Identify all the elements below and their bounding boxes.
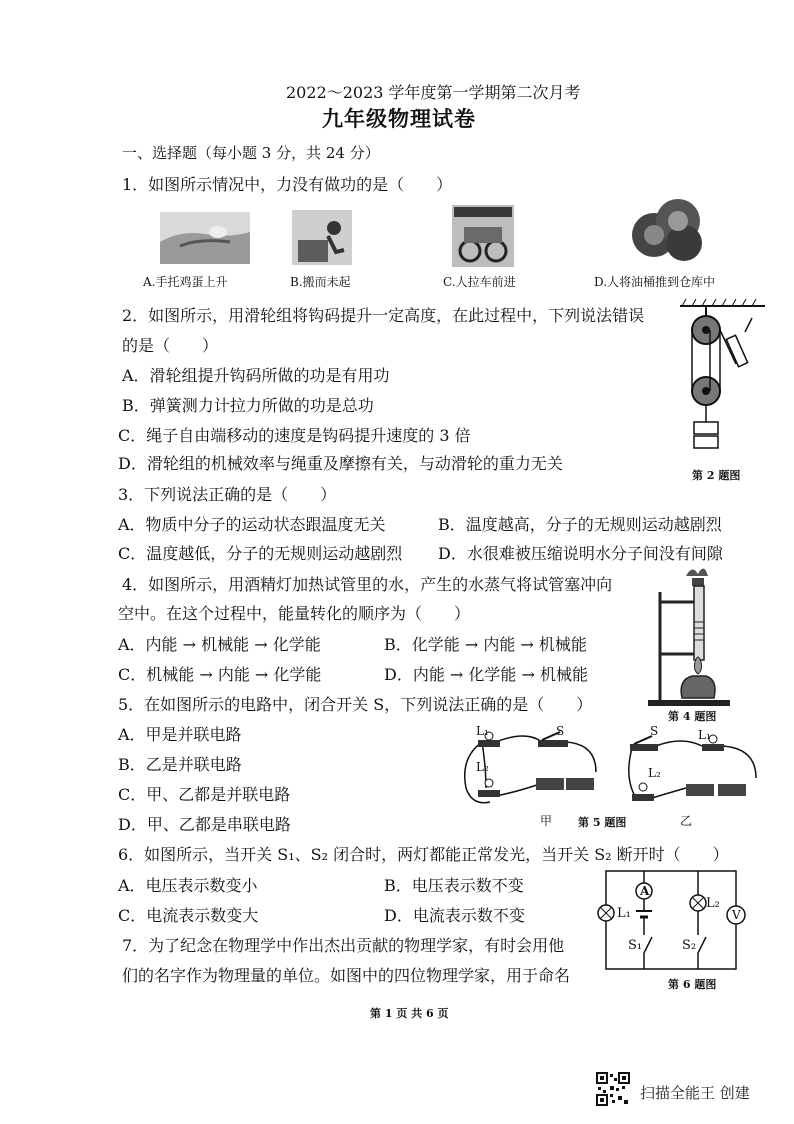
q5-option-b: B．乙是并联电路	[118, 755, 242, 774]
question-4-stem-line1: 4．如图所示，用酒精灯加热试管里的水，产生的水蒸气将试管塞冲向	[122, 575, 613, 594]
q6-option-b: B．电压表示数不变	[384, 876, 524, 895]
q5-option-c: C．甲、乙都是并联电路	[118, 785, 291, 804]
q4-figure-caption: 第 4 题图	[668, 710, 717, 723]
q6-l1-label: L₁	[617, 906, 631, 921]
q2-option-b: B．弹簧测力计拉力所做的功是总功	[122, 396, 374, 415]
q1-caption-a: A.手托鸡蛋上升	[143, 275, 228, 289]
q3-option-a: A．物质中分子的运动状态跟温度无关	[118, 515, 386, 534]
q5-option-d: D．甲、乙都是串联电路	[118, 815, 291, 834]
q1-caption-c: C.人拉车前进	[443, 275, 516, 289]
circuit-yi-figure	[622, 728, 762, 808]
q4-option-b: B．化学能 → 内能 → 机械能	[384, 635, 587, 654]
q6-s1-label: S₁	[628, 938, 643, 953]
q4-option-a: A．内能 → 机械能 → 化学能	[118, 635, 321, 654]
q4-option-c: C．机械能 → 内能 → 化学能	[118, 665, 322, 684]
qr-code-icon	[596, 1072, 630, 1106]
q4-option-d: D．内能 → 化学能 → 机械能	[384, 665, 588, 684]
q1-caption-d: D.人将油桶推到仓库中	[594, 275, 716, 289]
question-3-stem: 3．下列说法正确的是（ ）	[118, 485, 337, 504]
jia-s-label: S	[556, 724, 565, 738]
q2-option-c: C．绳子自由端移动的速度是钩码提升速度的 3 倍	[118, 426, 471, 445]
question-7-line1: 7．为了纪念在物理学中作出杰出贡献的物理学家，有时会用他	[122, 936, 565, 955]
q6-figure-caption: 第 6 题图	[668, 978, 717, 991]
q3-option-c: C．温度越低，分子的无规则运动越剧烈	[118, 544, 403, 563]
question-2-stem-line1: 2．如图所示，用滑轮组将钩码提升一定高度，在此过程中，下列说法错误	[122, 306, 645, 325]
pulley-figure	[670, 296, 770, 466]
yi-l1-label: L₁	[698, 728, 711, 742]
jia-l1-label: L₁	[476, 724, 489, 738]
q1-caption-b: B.搬而未起	[290, 275, 351, 289]
question-1-stem: 1．如图所示情况中，力没有做功的是（ ）	[122, 175, 453, 194]
question-7-line2: 们的名字作为物理量的单位。如图中的四位物理学家，用于命名	[122, 966, 571, 985]
q6-l2-label: L₂	[706, 896, 720, 911]
section-heading: 一、选择题（每小题 3 分，共 24 分）	[122, 144, 380, 162]
alcohol-lamp-figure	[648, 562, 748, 712]
yi-label: 乙	[680, 814, 693, 828]
q1-photo-c	[452, 205, 514, 267]
scanner-watermark: 扫描全能王 创建	[640, 1084, 750, 1102]
q6-s2-label: S₂	[682, 938, 697, 953]
jia-l2-label: L₂	[476, 760, 489, 774]
yi-l2-label: L₂	[648, 766, 661, 780]
question-5-stem: 5．在如图所示的电路中，闭合开关 S，下列说法正确的是（ ）	[118, 695, 593, 714]
page-number: 第 1 页 共 6 页	[370, 1007, 449, 1020]
jia-label: 甲	[540, 814, 553, 828]
q2-figure-caption: 第 2 题图	[692, 469, 741, 482]
q2-option-a: A．滑轮组提升钩码所做的功是有用功	[122, 366, 390, 385]
question-6-stem: 6．如图所示，当开关 S₁、S₂ 闭合时，两灯都能正常发光，当开关 S₂ 断开时（ ）	[118, 845, 729, 864]
question-2-stem-line2: 的是（ ）	[122, 336, 219, 355]
q6-option-a: A．电压表示数变小	[118, 876, 258, 895]
q1-photo-d	[628, 195, 708, 265]
q3-option-b: B．温度越高，分子的无规则运动越剧烈	[438, 515, 722, 534]
q6-option-d: D．电流表示数不变	[384, 906, 525, 925]
q6-option-c: C．电流表示数变大	[118, 906, 259, 925]
q5-figure-caption: 第 5 题图	[578, 816, 627, 829]
q6-ammeter-label: A	[640, 884, 650, 898]
question-4-stem-line2: 空中。在这个过程中，能量转化的顺序为（ ）	[118, 604, 471, 623]
exam-subtitle: 2022～2023 学年度第一学期第二次月考	[286, 83, 581, 102]
q5-option-a: A．甲是并联电路	[118, 725, 242, 744]
q1-photo-a	[160, 212, 250, 264]
exam-title: 九年级物理试卷	[322, 106, 476, 131]
q3-option-d: D．水很难被压缩说明水分子间没有间隙	[438, 544, 723, 563]
q1-photo-b	[292, 210, 352, 265]
q6-voltmeter-label: V	[732, 908, 741, 922]
yi-s-label: S	[650, 724, 659, 738]
q2-option-d: D．滑轮组的机械效率与绳重及摩擦有关，与动滑轮的重力无关	[118, 454, 563, 473]
